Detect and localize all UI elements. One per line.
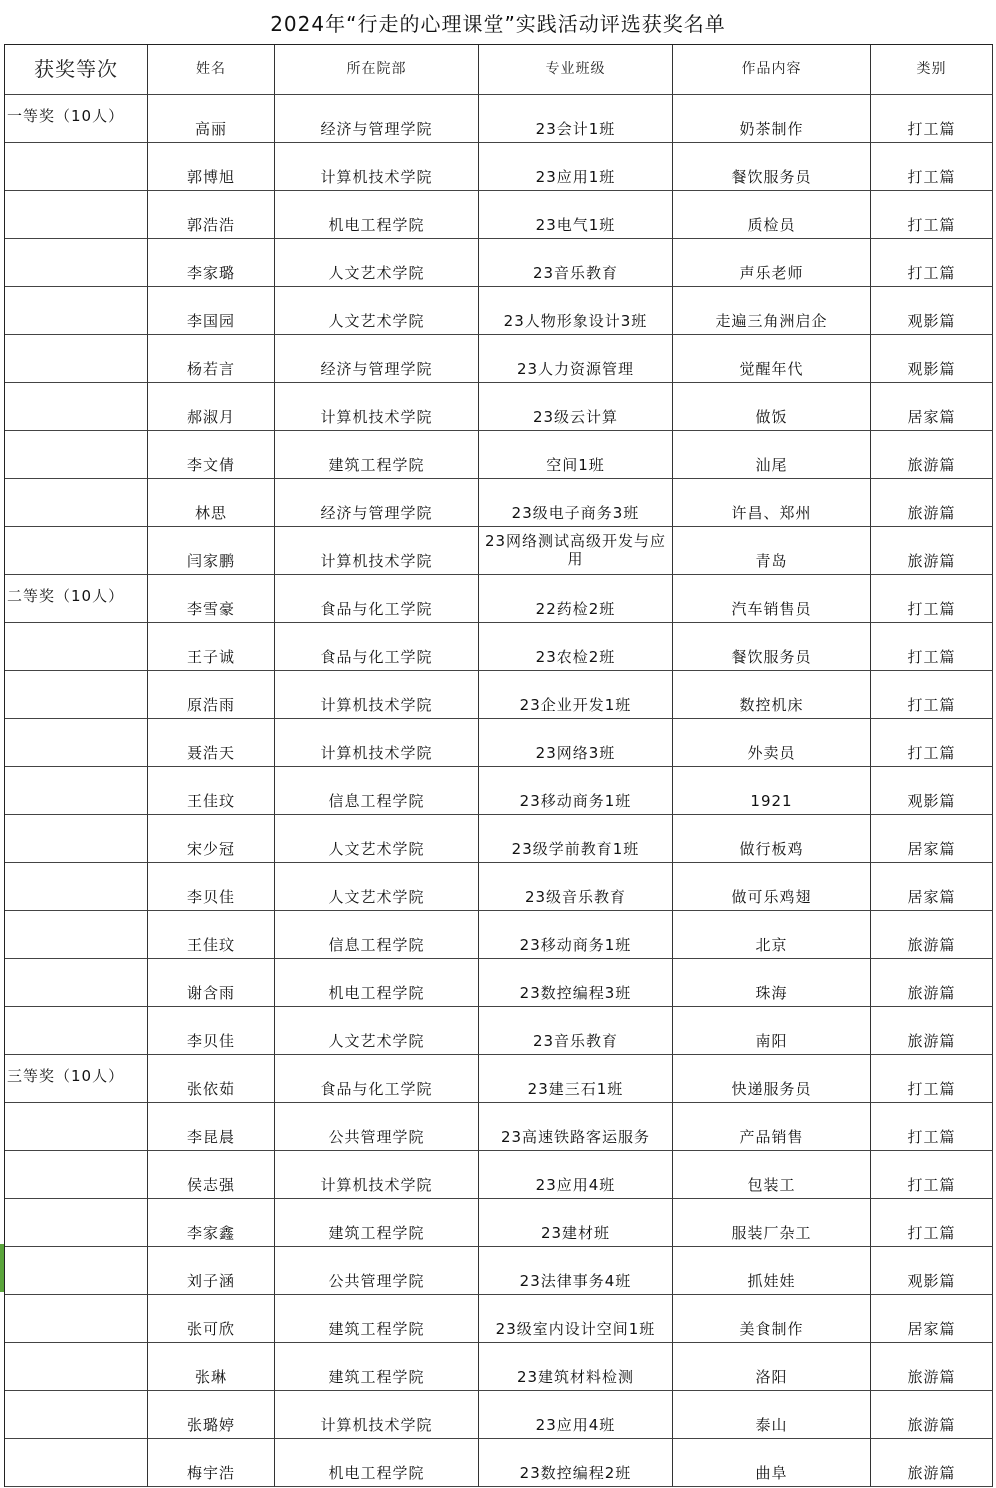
- cell-category: 旅游篇: [871, 479, 993, 527]
- cell-class: 23电气1班: [479, 191, 673, 239]
- cell-level: [5, 671, 148, 719]
- cell-class: 23级电子商务3班: [479, 479, 673, 527]
- cell-category: 观影篇: [871, 767, 993, 815]
- cell-category: 居家篇: [871, 1295, 993, 1343]
- cell-name: 张依茹: [148, 1055, 275, 1103]
- cell-name: 王佳玟: [148, 767, 275, 815]
- cell-name: 李国园: [148, 287, 275, 335]
- cell-work: 餐饮服务员: [673, 623, 871, 671]
- cell-class: 23应用4班: [479, 1391, 673, 1439]
- cell-work: 服装厂杂工: [673, 1199, 871, 1247]
- cell-name: 郭博旭: [148, 143, 275, 191]
- cell-name: 林思: [148, 479, 275, 527]
- cell-level: [5, 1103, 148, 1151]
- cell-name: 谢含雨: [148, 959, 275, 1007]
- cell-dept: 机电工程学院: [275, 191, 479, 239]
- cell-dept: 食品与化工学院: [275, 575, 479, 623]
- cell-category: 旅游篇: [871, 1439, 993, 1487]
- cell-name: 刘子涵: [148, 1247, 275, 1295]
- cell-category: 旅游篇: [871, 1007, 993, 1055]
- cell-work: 走遍三角洲启企: [673, 287, 871, 335]
- cell-category: 打工篇: [871, 1055, 993, 1103]
- cell-dept: 人文艺术学院: [275, 815, 479, 863]
- cell-dept: 计算机技术学院: [275, 143, 479, 191]
- cell-level: [5, 863, 148, 911]
- cell-class: 23级音乐教育: [479, 863, 673, 911]
- cell-name: 杨若言: [148, 335, 275, 383]
- cell-name: 李雪豪: [148, 575, 275, 623]
- cell-class: 23移动商务1班: [479, 911, 673, 959]
- cell-level: [5, 191, 148, 239]
- cell-category: 旅游篇: [871, 527, 993, 575]
- header-dept: 所在院部: [275, 45, 479, 95]
- cell-level: [5, 479, 148, 527]
- cell-level: [5, 959, 148, 1007]
- cell-name: 闫家鹏: [148, 527, 275, 575]
- cell-level: [5, 911, 148, 959]
- cell-name: 郝淑月: [148, 383, 275, 431]
- cell-dept: 计算机技术学院: [275, 1391, 479, 1439]
- cell-name: 李家璐: [148, 239, 275, 287]
- cell-work: 许昌、郑州: [673, 479, 871, 527]
- cell-class: 23建筑材料检测: [479, 1343, 673, 1391]
- cell-category: 旅游篇: [871, 1343, 993, 1391]
- cell-class: 23音乐教育: [479, 239, 673, 287]
- cell-name: 李贝佳: [148, 1007, 275, 1055]
- cell-dept: 计算机技术学院: [275, 719, 479, 767]
- cell-class: 23高速铁路客运服务: [479, 1103, 673, 1151]
- cell-work: 美食制作: [673, 1295, 871, 1343]
- cell-level: [5, 287, 148, 335]
- cell-dept: 建筑工程学院: [275, 431, 479, 479]
- cell-category: 打工篇: [871, 575, 993, 623]
- cell-class: 23移动商务1班: [479, 767, 673, 815]
- cell-level: [5, 1247, 148, 1295]
- cell-name: 张可欣: [148, 1295, 275, 1343]
- cell-work: 曲阜: [673, 1439, 871, 1487]
- cell-dept: 建筑工程学院: [275, 1295, 479, 1343]
- cell-class: 23应用4班: [479, 1151, 673, 1199]
- cell-work: 包装工: [673, 1151, 871, 1199]
- cell-level: [5, 1007, 148, 1055]
- cell-category: 旅游篇: [871, 911, 993, 959]
- cell-category: 打工篇: [871, 239, 993, 287]
- cell-class: 23建材班: [479, 1199, 673, 1247]
- cell-work: 汕尾: [673, 431, 871, 479]
- cell-work: 质检员: [673, 191, 871, 239]
- cell-dept: 机电工程学院: [275, 959, 479, 1007]
- page-title: 2024年“行走的心理课堂”实践活动评选获奖名单: [270, 11, 726, 36]
- cell-category: 旅游篇: [871, 959, 993, 1007]
- cell-level: [5, 1295, 148, 1343]
- cell-name: 原浩雨: [148, 671, 275, 719]
- cell-level: [5, 1199, 148, 1247]
- cell-name: 聂浩天: [148, 719, 275, 767]
- cell-class: 23应用1班: [479, 143, 673, 191]
- cell-class: 23法律事务4班: [479, 1247, 673, 1295]
- cell-name: 郭浩浩: [148, 191, 275, 239]
- cell-work: 洛阳: [673, 1343, 871, 1391]
- cell-level: [5, 335, 148, 383]
- cell-name: 李文倩: [148, 431, 275, 479]
- cell-level: [5, 1343, 148, 1391]
- cell-work: 觉醒年代: [673, 335, 871, 383]
- cell-dept: 公共管理学院: [275, 1247, 479, 1295]
- cell-work: 快递服务员: [673, 1055, 871, 1103]
- cell-dept: 建筑工程学院: [275, 1199, 479, 1247]
- cell-dept: 经济与管理学院: [275, 335, 479, 383]
- cell-category: 打工篇: [871, 95, 993, 143]
- cell-dept: 信息工程学院: [275, 911, 479, 959]
- cell-level: [5, 527, 148, 575]
- cell-level: [5, 815, 148, 863]
- cell-class: 23网络3班: [479, 719, 673, 767]
- cell-class: 23会计1班: [479, 95, 673, 143]
- cell-work: 珠海: [673, 959, 871, 1007]
- cell-category: 打工篇: [871, 191, 993, 239]
- cell-dept: 计算机技术学院: [275, 671, 479, 719]
- cell-level: 一等奖（10人）: [5, 95, 148, 143]
- cell-level: [5, 431, 148, 479]
- award-table: [4, 44, 993, 1487]
- cell-level: [5, 1439, 148, 1487]
- cell-name: 梅宇浩: [148, 1439, 275, 1487]
- cell-level: [5, 143, 148, 191]
- cell-name: 张璐婷: [148, 1391, 275, 1439]
- cell-dept: 机电工程学院: [275, 1439, 479, 1487]
- cell-dept: 经济与管理学院: [275, 479, 479, 527]
- cell-dept: 计算机技术学院: [275, 527, 479, 575]
- cell-name: 李昆晨: [148, 1103, 275, 1151]
- cell-class: 空间1班: [479, 431, 673, 479]
- cell-class: 23级云计算: [479, 383, 673, 431]
- cell-work: 泰山: [673, 1391, 871, 1439]
- cell-level: [5, 767, 148, 815]
- cell-level: 二等奖（10人）: [5, 575, 148, 623]
- cell-category: 打工篇: [871, 671, 993, 719]
- cell-category: 打工篇: [871, 623, 993, 671]
- cell-level: [5, 719, 148, 767]
- cell-name: 侯志强: [148, 1151, 275, 1199]
- cell-class: 23人物形象设计3班: [479, 287, 673, 335]
- cell-name: 高丽: [148, 95, 275, 143]
- cell-category: 观影篇: [871, 1247, 993, 1295]
- cell-class: 23数控编程3班: [479, 959, 673, 1007]
- cell-work: 北京: [673, 911, 871, 959]
- cell-dept: 人文艺术学院: [275, 287, 479, 335]
- cell-category: 打工篇: [871, 143, 993, 191]
- cell-category: 居家篇: [871, 863, 993, 911]
- cell-class: 23企业开发1班: [479, 671, 673, 719]
- cell-class: 22药检2班: [479, 575, 673, 623]
- cell-class: 23农检2班: [479, 623, 673, 671]
- cell-work: 奶茶制作: [673, 95, 871, 143]
- cell-category: 旅游篇: [871, 1391, 993, 1439]
- header-class: 专业班级: [479, 45, 673, 95]
- cell-dept: 食品与化工学院: [275, 623, 479, 671]
- header-work: 作品内容: [673, 45, 871, 95]
- cell-work: 做饭: [673, 383, 871, 431]
- cell-class: 23网络测试高级开发与应用: [479, 527, 673, 575]
- cell-name: 王佳玟: [148, 911, 275, 959]
- cell-class: 23数控编程2班: [479, 1439, 673, 1487]
- cell-work: 做可乐鸡翅: [673, 863, 871, 911]
- cell-dept: 信息工程学院: [275, 767, 479, 815]
- cell-category: 观影篇: [871, 335, 993, 383]
- header-name: 姓名: [148, 45, 275, 95]
- cell-category: 打工篇: [871, 719, 993, 767]
- cell-dept: 公共管理学院: [275, 1103, 479, 1151]
- cell-work: 数控机床: [673, 671, 871, 719]
- cell-level: 三等奖（10人）: [5, 1055, 148, 1103]
- cell-class: 23建三石1班: [479, 1055, 673, 1103]
- cell-work: 抓娃娃: [673, 1247, 871, 1295]
- cell-category: 打工篇: [871, 1199, 993, 1247]
- cell-work: 南阳: [673, 1007, 871, 1055]
- cell-level: [5, 239, 148, 287]
- cell-dept: 建筑工程学院: [275, 1343, 479, 1391]
- cell-name: 李贝佳: [148, 863, 275, 911]
- cell-class: 23级学前教育1班: [479, 815, 673, 863]
- cell-work: 做行板鸡: [673, 815, 871, 863]
- cell-category: 打工篇: [871, 1151, 993, 1199]
- cell-level: [5, 1151, 148, 1199]
- cell-level: [5, 383, 148, 431]
- cell-work: 产品销售: [673, 1103, 871, 1151]
- header-category: 类别: [871, 45, 993, 95]
- cell-category: 居家篇: [871, 815, 993, 863]
- cell-category: 旅游篇: [871, 431, 993, 479]
- cell-category: 观影篇: [871, 287, 993, 335]
- cell-dept: 人文艺术学院: [275, 1007, 479, 1055]
- cell-level: [5, 623, 148, 671]
- cell-dept: 食品与化工学院: [275, 1055, 479, 1103]
- cell-category: 居家篇: [871, 383, 993, 431]
- cell-dept: 经济与管理学院: [275, 95, 479, 143]
- cell-work: 1921: [673, 767, 871, 815]
- cell-dept: 计算机技术学院: [275, 1151, 479, 1199]
- cell-work: 汽车销售员: [673, 575, 871, 623]
- cell-work: 外卖员: [673, 719, 871, 767]
- cell-class: 23人力资源管理: [479, 335, 673, 383]
- cell-dept: 计算机技术学院: [275, 383, 479, 431]
- cell-level: [5, 1391, 148, 1439]
- cell-name: 李家鑫: [148, 1199, 275, 1247]
- cell-work: 声乐老师: [673, 239, 871, 287]
- cell-dept: 人文艺术学院: [275, 239, 479, 287]
- cell-class: 23音乐教育: [479, 1007, 673, 1055]
- cell-name: 张琳: [148, 1343, 275, 1391]
- cell-name: 宋少冠: [148, 815, 275, 863]
- cell-work: 青岛: [673, 527, 871, 575]
- cell-name: 王子诚: [148, 623, 275, 671]
- cell-class: 23级室内设计空间1班: [479, 1295, 673, 1343]
- cell-work: 餐饮服务员: [673, 143, 871, 191]
- cell-dept: 人文艺术学院: [275, 863, 479, 911]
- cell-category: 打工篇: [871, 1103, 993, 1151]
- header-level: 获奖等次: [5, 45, 148, 95]
